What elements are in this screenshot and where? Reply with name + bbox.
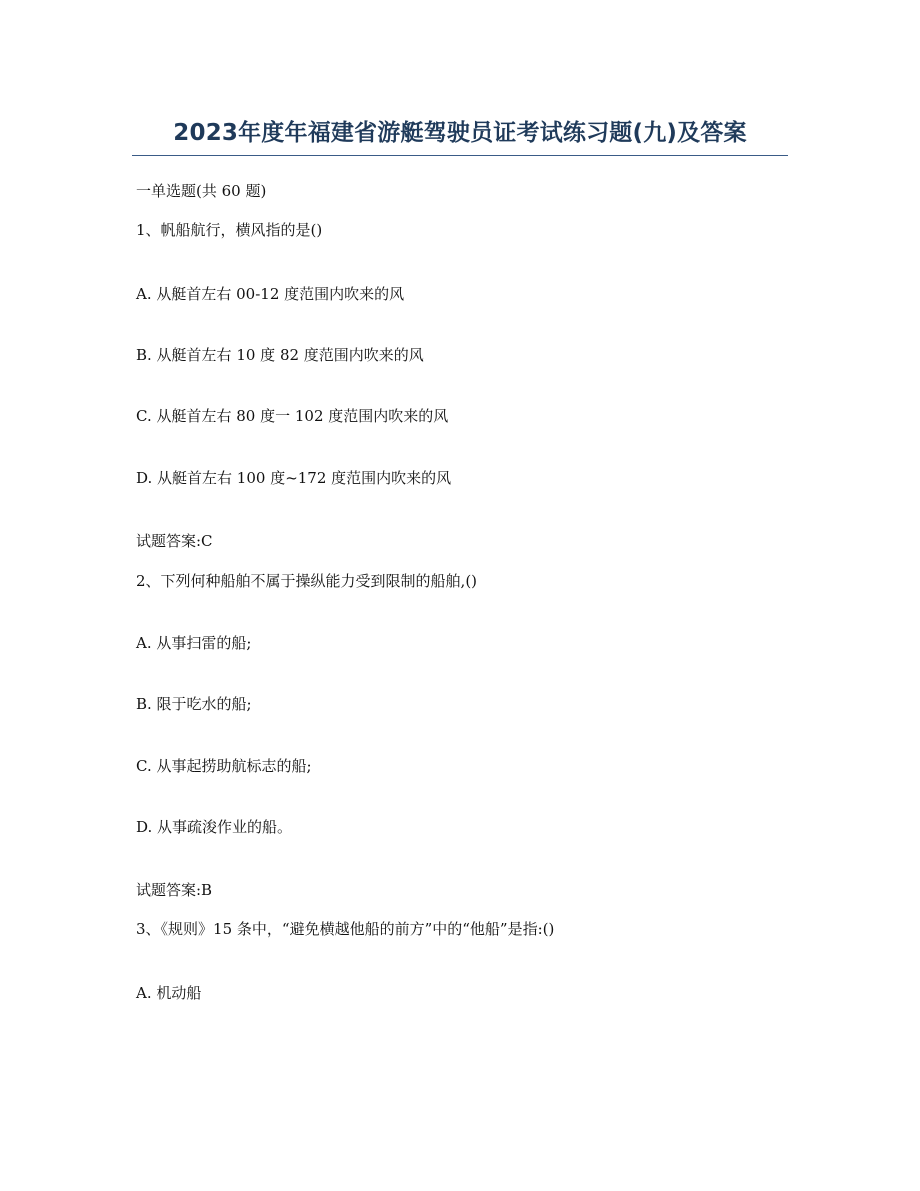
question-2-option-c: C. 从事起捞助航标志的船; — [136, 757, 312, 775]
question-3: 3、《规则》15 条中，“避免横越他船的前方”中的“他船”是指:() — [136, 920, 555, 938]
question-2: 2、下列何种船舶不属于操纵能力受到限制的船舶,() — [136, 572, 478, 590]
question-1-option-b: B. 从艇首左右 10 度 82 度范围内吹来的风 — [136, 346, 424, 364]
question-1-option-d: D. 从艇首左右 100 度~172 度范围内吹来的风 — [136, 469, 452, 487]
section-label: 一单选题(共 60 题) — [136, 182, 267, 200]
question-2-option-d: D. 从事疏浚作业的船。 — [136, 818, 293, 836]
question-1-answer: 试题答案:C — [136, 532, 213, 550]
question-3-option-a: A. 机动船 — [136, 984, 202, 1002]
question-1-option-a: A. 从艇首左右 00-12 度范围内吹来的风 — [136, 285, 405, 303]
question-2-option-b: B. 限于吃水的船; — [136, 695, 252, 713]
question-2-option-a: A. 从事扫雷的船; — [136, 634, 252, 652]
question-1: 1、帆船航行，横风指的是() — [136, 221, 323, 239]
question-1-option-c: C. 从艇首左右 80 度一 102 度范围内吹来的风 — [136, 407, 449, 425]
page-title: 2023年度年福建省游艇驾驶员证考试练习题(九)及答案 — [173, 120, 747, 146]
question-2-answer: 试题答案:B — [136, 881, 213, 899]
title-underline — [132, 155, 788, 156]
